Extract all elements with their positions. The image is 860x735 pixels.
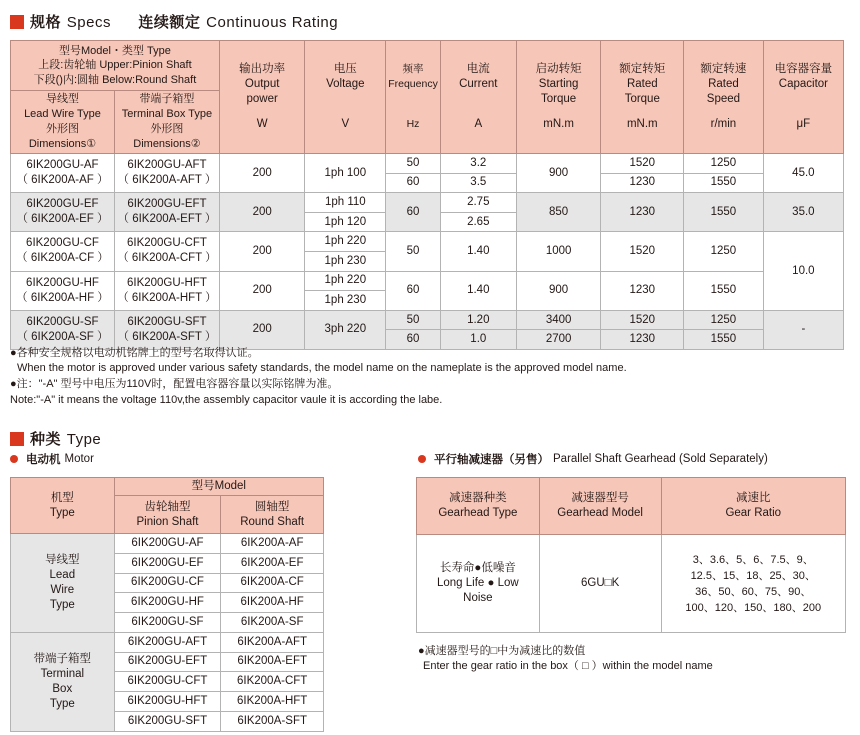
table-row <box>11 232 844 252</box>
lead-wire-type-cell: 导线型 Lead Wire Type <box>11 534 115 633</box>
gearhead-model-cell: 6GU□K <box>539 535 661 633</box>
voltage-cell: 1ph 110 <box>305 193 386 213</box>
heading-square-icon <box>10 15 24 29</box>
current-cell: 2.65 <box>440 212 516 232</box>
starting-torque-cell: 1000 <box>516 232 601 271</box>
gear-ratio-cell: 3、3.6、5、6、7.5、9、 12.5、15、18、25、30、 36、50、60、75、90、 100、120、150、180、200 <box>661 535 846 633</box>
round-model-cell: 6IK200A-SFT <box>221 711 324 731</box>
starting-torque-header: 启动转矩 Starting Torque mN.m <box>516 41 601 154</box>
specs-heading-cn: 规格 <box>30 13 62 31</box>
table-row <box>11 534 324 554</box>
frequency-header: 频率 Frequency Hz <box>386 41 441 154</box>
round-model-cell: 6IK200A-SF <box>221 613 324 633</box>
voltage-cell: 1ph 220 <box>305 271 386 291</box>
pinion-model-cell: 6IK200GU-AFT <box>114 632 221 652</box>
frequency-cell: 60 <box>386 330 441 350</box>
rated-torque-cell: 1520 <box>601 154 684 174</box>
gearhead-type-header: 减速器种类 Gearhead Type <box>417 478 540 535</box>
lead-model-cell: 6IK200GU-CF （ 6IK200A-CF ） <box>11 232 115 271</box>
rated-speed-cell: 1250 <box>684 310 764 330</box>
terminal-model-cell: 6IK200GU-EFT （ 6IK200A-EFT ） <box>114 193 219 232</box>
table-row <box>11 632 324 652</box>
lead-model-cell: 6IK200GU-HF （ 6IK200A-HF ） <box>11 271 115 310</box>
specs-heading <box>10 11 338 32</box>
rated-speed-header: 额定转速 Rated Speed r/min <box>684 41 764 154</box>
gearhead-table <box>416 477 846 633</box>
pinion-model-cell: 6IK200GU-SF <box>114 613 221 633</box>
heading-square-icon <box>10 432 24 446</box>
specs-heading-en: Specs <box>66 14 111 31</box>
pinion-model-cell: 6IK200GU-SFT <box>114 711 221 731</box>
round-model-cell: 6IK200A-EF <box>221 553 324 573</box>
rated-torque-cell: 1520 <box>601 232 684 271</box>
power-cell: 200 <box>219 310 305 349</box>
current-cell: 1.40 <box>440 232 516 271</box>
pinion-model-cell: 6IK200GU-CFT <box>114 672 221 692</box>
gear-note-cn: ●减速器型号的□中为减速比的数值 <box>418 645 586 657</box>
table-row <box>11 310 844 330</box>
capacitor-cell: 45.0 <box>763 154 843 193</box>
voltage-cell: 3ph 220 <box>305 310 386 349</box>
current-header: 电流 Current A <box>440 41 516 154</box>
rated-torque-cell: 1230 <box>601 173 684 193</box>
lead-model-cell: 6IK200GU-EF （ 6IK200A-EF ） <box>11 193 115 232</box>
table-row <box>11 154 844 174</box>
terminal-model-cell: 6IK200GU-SFT （ 6IK200A-SFT ） <box>114 310 219 349</box>
rating-heading-en: Continuous Rating <box>206 14 339 31</box>
pinion-model-cell: 6IK200GU-EFT <box>114 652 221 672</box>
rating-heading-cn: 连续额定 <box>138 13 201 31</box>
round-model-cell: 6IK200A-HFT <box>221 692 324 712</box>
rated-torque-cell: 1230 <box>601 271 684 310</box>
starting-torque-cell: 3400 <box>516 310 601 330</box>
round-model-cell: 6IK200A-AFT <box>221 632 324 652</box>
bullet-dot-icon <box>418 455 426 463</box>
type-heading-en: Type <box>66 431 102 448</box>
lead-model-cell: 6IK200GU-SF （ 6IK200A-SF ） <box>11 310 115 349</box>
terminal-model-cell: 6IK200GU-CFT （ 6IK200A-CFT ） <box>114 232 219 271</box>
table-row <box>11 271 844 291</box>
motor-subheading: 电动机 Motor <box>10 451 94 467</box>
round-model-cell: 6IK200A-HF <box>221 593 324 613</box>
gearhead-type-cell: 长寿命●低噪音 Long Life ● Low Noise <box>417 535 540 633</box>
frequency-cell: 50 <box>386 232 441 271</box>
table-row <box>417 535 846 633</box>
round-shaft-header: 圆轴型 Round Shaft <box>221 496 324 534</box>
capacitor-cell: 10.0 <box>763 232 843 310</box>
current-cell: 1.40 <box>440 271 516 310</box>
type-heading-cn: 种类 <box>30 430 62 448</box>
rated-speed-cell: 1550 <box>684 330 764 350</box>
rated-torque-cell: 1520 <box>601 310 684 330</box>
voltage-cell: 1ph 100 <box>305 154 386 193</box>
voltage-cell: 1ph 230 <box>305 291 386 311</box>
rated-torque-header: 额定转矩 Rated Torque mN.m <box>601 41 684 154</box>
note-1-en: When the motor is approved under various safety standards, the model name on the nameplate is the approved model name. <box>17 362 627 374</box>
note-2-en: Note:"-A" it means the voltage 110v,the assembly capacitor vaule it is according the labe. <box>10 394 443 406</box>
terminal-model-cell: 6IK200GU-HFT （ 6IK200A-HFT ） <box>114 271 219 310</box>
round-model-cell: 6IK200A-CF <box>221 573 324 593</box>
note-1-cn: ●各种安全规格以电动机铭牌上的型号名取得认证。 <box>10 347 259 359</box>
starting-torque-cell: 2700 <box>516 330 601 350</box>
voltage-cell: 1ph 120 <box>305 212 386 232</box>
starting-torque-cell: 900 <box>516 154 601 193</box>
power-cell: 200 <box>219 154 305 193</box>
table-row <box>11 193 844 213</box>
frequency-cell: 50 <box>386 154 441 174</box>
motor-type-table <box>10 477 324 732</box>
frequency-cell: 60 <box>386 271 441 310</box>
voltage-cell: 1ph 230 <box>305 251 386 271</box>
frequency-cell: 60 <box>386 173 441 193</box>
pinion-model-cell: 6IK200GU-HFT <box>114 692 221 712</box>
rated-speed-cell: 1550 <box>684 173 764 193</box>
pinion-model-cell: 6IK200GU-EF <box>114 553 221 573</box>
round-model-cell: 6IK200A-AF <box>221 534 324 554</box>
gear-ratio-header: 减速比 Gear Ratio <box>661 478 846 535</box>
power-cell: 200 <box>219 193 305 232</box>
rated-torque-cell: 1230 <box>601 330 684 350</box>
pinion-model-cell: 6IK200GU-HF <box>114 593 221 613</box>
gear-note-en: Enter the gear ratio in the box（ □ ）within the model name <box>423 660 713 672</box>
rated-speed-cell: 1250 <box>684 154 764 174</box>
pinion-model-cell: 6IK200GU-AF <box>114 534 221 554</box>
terminal-box-header: 带端子箱型 Terminal Box Type 外形图Dimensions② <box>114 91 219 154</box>
type-column-header: 机型 Type <box>11 478 115 534</box>
gearhead-subheading: 平行轴减速器（另售） Parallel Shaft Gearhead (Sold Separately) <box>418 451 768 467</box>
gearhead-model-header: 减速器型号 Gearhead Model <box>539 478 661 535</box>
starting-torque-cell: 850 <box>516 193 601 232</box>
rated-speed-cell: 1550 <box>684 193 764 232</box>
specs-table <box>10 40 844 350</box>
frequency-cell: 60 <box>386 193 441 232</box>
starting-torque-cell: 900 <box>516 271 601 310</box>
rated-speed-cell: 1550 <box>684 271 764 310</box>
voltage-header: 电压 Voltage V <box>305 41 386 154</box>
pinion-shaft-header: 齿轮轴型 Pinion Shaft <box>114 496 221 534</box>
model-column-header: 型号Model <box>114 478 323 496</box>
type-heading <box>10 428 101 449</box>
power-cell: 200 <box>219 232 305 271</box>
capacitor-cell: 35.0 <box>763 193 843 232</box>
note-2-cn: ●注："-A" 型号中电压为110V时，配置电容器容量以实际铭牌为准。 <box>10 378 339 390</box>
rated-speed-cell: 1250 <box>684 232 764 271</box>
voltage-cell: 1ph 220 <box>305 232 386 252</box>
pinion-model-cell: 6IK200GU-CF <box>114 573 221 593</box>
round-model-cell: 6IK200A-CFT <box>221 672 324 692</box>
frequency-cell: 50 <box>386 310 441 330</box>
power-cell: 200 <box>219 271 305 310</box>
capacitor-header: 电容器容量 Capacitor μF <box>763 41 843 154</box>
current-cell: 3.5 <box>440 173 516 193</box>
lead-wire-header: 导线型 Lead Wire Type 外形图Dimensions① <box>11 91 115 154</box>
bullet-dot-icon <box>10 455 18 463</box>
terminal-box-type-cell: 带端子箱型 Terminal Box Type <box>11 632 115 731</box>
lead-model-cell: 6IK200GU-AF （ 6IK200A-AF ） <box>11 154 115 193</box>
current-cell: 2.75 <box>440 193 516 213</box>
rated-torque-cell: 1230 <box>601 193 684 232</box>
model-header: 型号Model・类型 Type 上段:齿轮轴 Upper:Pinion Shaft 下段()内:圆轴 Below:Round Shaft <box>11 41 220 91</box>
capacitor-cell: - <box>763 310 843 349</box>
current-cell: 1.20 <box>440 310 516 330</box>
current-cell: 3.2 <box>440 154 516 174</box>
terminal-model-cell: 6IK200GU-AFT （ 6IK200A-AFT ） <box>114 154 219 193</box>
output-power-header: 输出功率 Output power W <box>219 41 305 154</box>
round-model-cell: 6IK200A-EFT <box>221 652 324 672</box>
current-cell: 1.0 <box>440 330 516 350</box>
